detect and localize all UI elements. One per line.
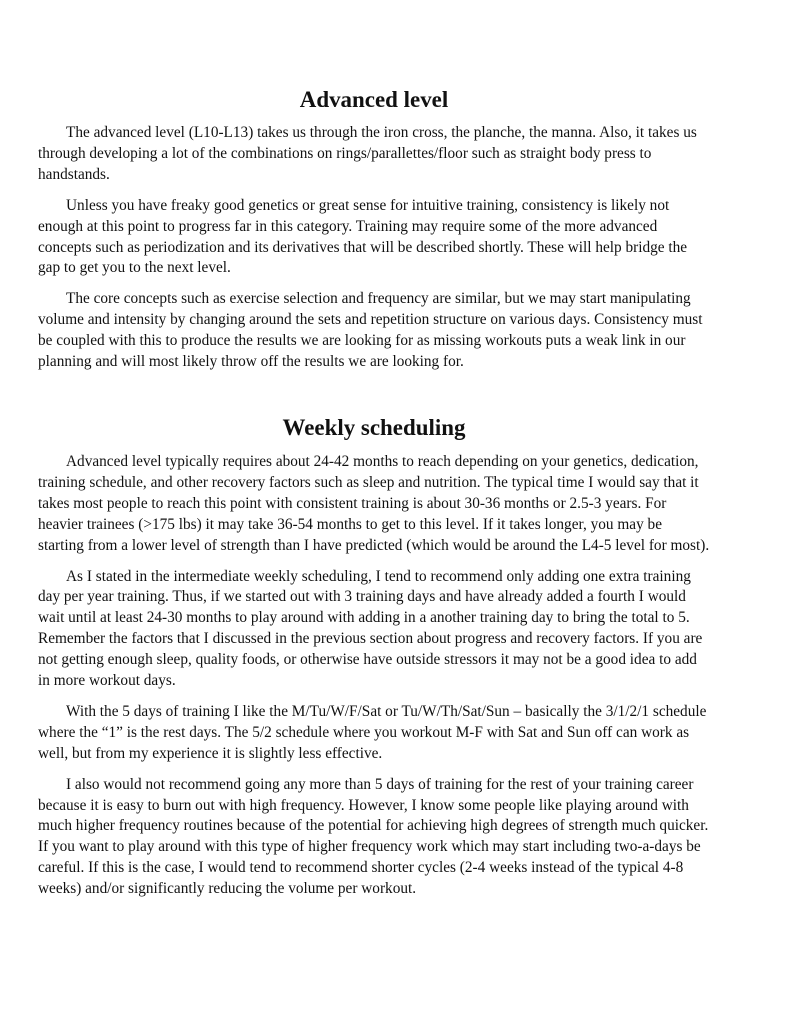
paragraph: The advanced level (L10-L13) takes us through the iron cross, the planche, the manna. Also, it takes us through developing a lot of the combinations on rings/parallettes/floor such as straight body press to handstands.: [38, 124, 697, 183]
paragraph: Advanced level typically requires about 24-42 months to reach depending on your genetics, dedication, training schedule, and other recovery factors such as sleep and nutrition. The typical time I would say that it takes most people to reach this point with consistent training is about 30-36 months or 2.5-3 years. For heavier trainees (>175 lbs) it may take 36-54 months to get to this level. If it takes longer, you may be starting from a lower level of strength than I have predicted (which would be around the L4-5 level for most).: [38, 452, 710, 554]
paragraph: As I stated in the intermediate weekly scheduling, I tend to recommend only adding one extra training day per year training. Thus, if we started out with 3 training days and have already added a fourth I would wait until at least 24-30 months to play around with adding in a another training day to bring the total to 5. Remember the factors that I discussed in the previous section about progress and recovery factors. If you are not getting enough sleep, quality foods, or otherwise have outside stressors it may not be a good idea to add in more workout days.: [38, 567, 703, 690]
section-heading: Weekly scheduling: [282, 414, 466, 440]
section-weekly-scheduling: [38, 416, 710, 900]
section-heading: Advanced level: [299, 87, 449, 112]
section-advanced-level: [38, 88, 710, 373]
paragraph: With the 5 days of training I like the M/Tu/W/F/Sat or Tu/W/Th/Sat/Sun – basically the 3/1/2/1 schedule where the “1” is the rest days. The 5/2 schedule where you workout M-F with Sat and Sun off can work as well, but from my experience it is slightly less effective.: [38, 702, 707, 762]
document-page: [38, 88, 710, 910]
paragraph: Unless you have freaky good genetics or great sense for intuitive training, consistency is likely not enough at this point to progress far in this category. Training may require some of the more advanced concepts such as periodization and its derivatives that will be described shortly. These will help bridge the gap to get you to the next level.: [38, 196, 688, 277]
paragraph: The core concepts such as exercise selection and frequency are similar, but we may start manipulating volume and intensity by changing around the sets and repetition structure on various days. Consistency must be coupled with this to produce the results we are looking for as missing workouts puts a weak link in our planning and will most likely throw off the results we are looking for.: [38, 290, 703, 371]
paragraph: I also would not recommend going any more than 5 days of training for the rest of your training career because it is easy to burn out with high frequency. However, I know some people like playing around with much higher frequency routines because of the potential for achieving high degrees of strength much quicker. If you want to play around with this type of higher frequency work which may start including two-a-days be careful. If this is the case, I would tend to recommend shorter cycles (2-4 weeks instead of the typical 4-8 weeks) and/or significantly reducing the volume per workout.: [38, 775, 709, 898]
